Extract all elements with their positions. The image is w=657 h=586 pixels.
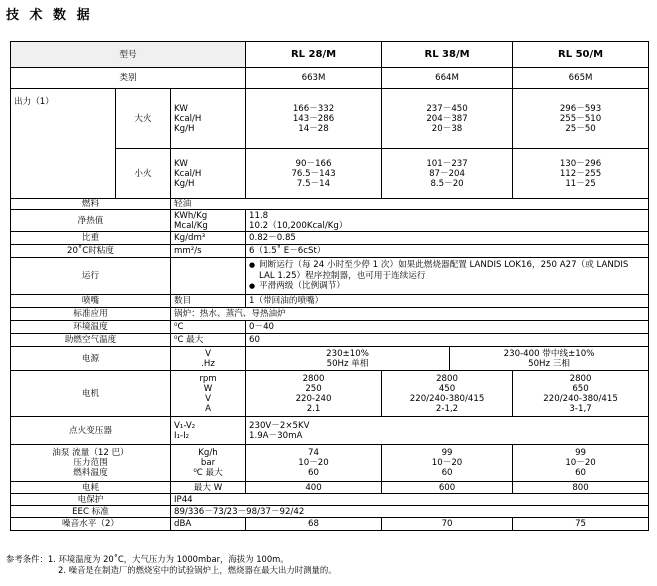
power-supply-three-phase: 230-400 带中线±10% 50Hz 三相	[450, 347, 649, 371]
combustion-air-temp-row	[11, 334, 649, 347]
output-label: 出力（1）	[11, 89, 116, 199]
density-label: 比重	[11, 232, 171, 245]
high-fire-rl50: 296－593 255－510 25－50	[513, 89, 649, 149]
nozzle-value: 1（带回油的喷嘴）	[246, 295, 649, 308]
noise-rl28: 68	[246, 518, 382, 531]
note-1: 参考条件：1. 环境温度为 20˚C，大气压力为 1000mbar，海拔为 100m。	[6, 554, 289, 564]
motor-rl50: 2800 650 220/240-380/415 3-1,7	[513, 371, 649, 417]
standard-application-value: 锅炉：热水、蒸汽、导热油炉	[171, 308, 649, 321]
operation-value	[246, 258, 649, 295]
low-fire-units: KW Kcal/H Kg/H	[171, 149, 246, 199]
notes-prefix: 参考条件：	[6, 554, 48, 564]
viscosity-value: 6（1.5˚ E－6cSt）	[246, 245, 649, 258]
technical-data-table	[10, 41, 649, 531]
eec-row	[11, 506, 649, 518]
density-unit: Kg/dm³	[171, 232, 246, 245]
power-consumption-rl28: 400	[246, 482, 382, 494]
pump-rl28: 74 10－20 60	[246, 445, 382, 482]
net-heat-label: 净热值	[11, 210, 171, 232]
page-title: 技 术 数 据	[6, 8, 93, 23]
eec-value: 89/336－73/23－98/37－92/42	[171, 506, 649, 518]
note-2: 2. 噪音是在制造厂的燃烧室中的试验锅炉上，燃烧器在最大出力时测量的。	[58, 565, 337, 575]
combustion-air-temp-unit: ⁰C 最大	[171, 334, 246, 347]
ambient-temp-value: 0－40	[246, 321, 649, 334]
high-fire-rl28: 166－332 143－286 14－28	[246, 89, 382, 149]
ignition-transformer-label: 点火变压器	[11, 417, 171, 445]
operation-row	[11, 258, 649, 295]
viscosity-unit: mm²/s	[171, 245, 246, 258]
power-consumption-rl38: 600	[382, 482, 513, 494]
low-fire-rl50: 130－296 112－255 11－25	[513, 149, 649, 199]
nozzle-unit: 数目	[171, 295, 246, 308]
model-rl50: RL 50/M	[513, 42, 649, 68]
motor-label: 电机	[11, 371, 171, 417]
combustion-air-temp-value: 60	[246, 334, 649, 347]
electrical-protection-label: 电保护	[11, 494, 171, 506]
pump-row	[11, 445, 649, 482]
electrical-protection-row	[11, 494, 649, 506]
density-row	[11, 232, 649, 245]
motor-rl38: 2800 450 220/240-380/415 2-1,2	[382, 371, 513, 417]
power-supply-row	[11, 347, 649, 371]
reference-notes	[6, 554, 337, 576]
type-663m: 663M	[246, 68, 382, 89]
high-fire-units: KW Kcal/H Kg/H	[171, 89, 246, 149]
viscosity-label: 20˚C时粘度	[11, 245, 171, 258]
pump-rl38: 99 10－20 60	[382, 445, 513, 482]
high-fire-label: 大火	[116, 89, 171, 149]
fuel-row	[11, 199, 649, 210]
noise-rl50: 75	[513, 518, 649, 531]
operation-bullet-2: ● 平滑两级（比例调节）	[249, 281, 645, 292]
model-rl38: RL 38/M	[382, 42, 513, 68]
low-fire-rl28: 90－166 76.5－143 7.5－14	[246, 149, 382, 199]
model-row	[11, 42, 649, 68]
type-664m: 664M	[382, 68, 513, 89]
type-row	[11, 68, 649, 89]
pump-units: Kg/h bar ⁰C 最大	[171, 445, 246, 482]
pump-rl50: 99 10－20 60	[513, 445, 649, 482]
electrical-protection-value: IP44	[171, 494, 649, 506]
eec-label: EEC 标准	[11, 506, 171, 518]
low-fire-rl38: 101－237 87－204 8.5－20	[382, 149, 513, 199]
net-heat-values: 11.8 10.2（10,200Kcal/Kg）	[246, 210, 649, 232]
power-supply-units: V .Hz	[171, 347, 246, 371]
standard-application-label: 标准应用	[11, 308, 171, 321]
pump-labels: 油泵 流量（12 巴） 压力范围 燃料温度	[11, 445, 171, 482]
power-supply-label: 电源	[11, 347, 171, 371]
viscosity-row	[11, 245, 649, 258]
net-heat-units: KWh/Kg Mcal/Kg	[171, 210, 246, 232]
model-rl28: RL 28/M	[246, 42, 382, 68]
motor-row	[11, 371, 649, 417]
net-heat-row	[11, 210, 649, 232]
ambient-temp-row	[11, 321, 649, 334]
operation-bullet-1: ● 间断运行（每 24 小时至少停 1 次）如果此燃烧器配置 LANDIS LOK16，250 A27（或 LANDIS LAL 1.25）程序控制器，也可用于连续运行	[249, 260, 645, 281]
high-fire-rl38: 237－450 204－387 20－38	[382, 89, 513, 149]
ambient-temp-unit: ⁰C	[171, 321, 246, 334]
nozzle-label: 喷嘴	[11, 295, 171, 308]
ignition-transformer-row	[11, 417, 649, 445]
motor-units: rpm W V A	[171, 371, 246, 417]
power-consumption-row	[11, 482, 649, 494]
output-high-row	[11, 89, 649, 149]
motor-rl28: 2800 250 220-240 2.1	[246, 371, 382, 417]
type-665m: 665M	[513, 68, 649, 89]
fuel-value: 轻油	[171, 199, 649, 210]
fuel-label: 燃料	[11, 199, 171, 210]
combustion-air-temp-label: 助燃空气温度	[11, 334, 171, 347]
noise-row	[11, 518, 649, 531]
noise-label: 噪音水平（2）	[11, 518, 171, 531]
standard-application-row	[11, 308, 649, 321]
ignition-transformer-units: V₁-V₂ I₁-I₂	[171, 417, 246, 445]
power-consumption-rl50: 800	[513, 482, 649, 494]
power-supply-single-phase: 230±10% 50Hz 单相	[246, 347, 450, 371]
model-label: 型号	[11, 42, 246, 68]
operation-label: 运行	[11, 258, 171, 295]
noise-rl38: 70	[382, 518, 513, 531]
low-fire-label: 小火	[116, 149, 171, 199]
noise-unit: dBA	[171, 518, 246, 531]
density-value: 0.82－0.85	[246, 232, 649, 245]
ignition-transformer-values: 230V－2×5KV 1.9A－30mA	[246, 417, 649, 445]
power-consumption-label: 电耗	[11, 482, 171, 494]
ambient-temp-label: 环境温度	[11, 321, 171, 334]
type-label: 类别	[11, 68, 246, 89]
power-consumption-unit: 最大 W	[171, 482, 246, 494]
nozzle-row	[11, 295, 649, 308]
